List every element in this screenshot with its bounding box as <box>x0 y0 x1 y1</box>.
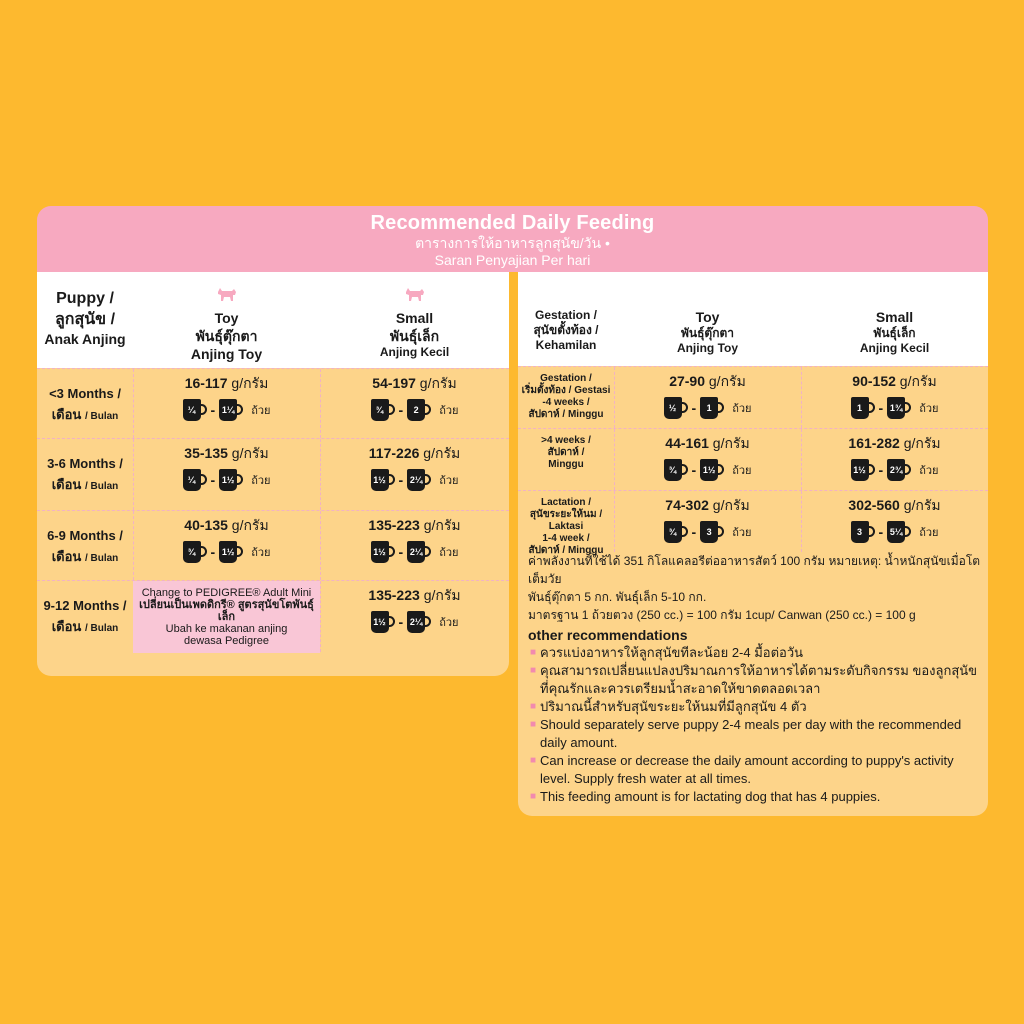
header-puppy: Puppy / ลูกสุนัข / Anak Anjing <box>44 290 126 347</box>
toy-cell <box>133 439 320 491</box>
header-toy: Toy พันธุ์ตุ๊กตา Anjing Toy <box>133 272 320 363</box>
cup-amount: ¾ - 2 ถ้วย <box>320 399 509 421</box>
cup-icon: ¾ <box>664 459 688 481</box>
header-toy: Toy พันธุ์ตุ๊กตา Anjing Toy <box>676 309 739 355</box>
cup-icon: 1¼ <box>219 399 243 421</box>
cup-icon: ¼ <box>183 399 207 421</box>
grams-value: 74-302 g/กรัม <box>665 497 750 513</box>
cup-amount: ¼ - 1¼ ถ้วย <box>133 399 320 421</box>
chart-header <box>37 206 988 272</box>
recommendation-item: ■ This feeding amount is for lactating dog that has 4 puppies. <box>530 789 881 804</box>
grams-value: 117-226 g/กรัม <box>368 445 461 461</box>
dog-icon <box>403 286 427 302</box>
cup-amount: ¼ - 1½ ถ้วย <box>133 469 320 491</box>
header-small: Small พันธุ์เล็ก Anjing Kecil <box>320 272 509 360</box>
cup-icon: 1¾ <box>887 397 911 419</box>
cup-icon: 1½ <box>371 469 395 491</box>
other-recommendations-title: other recommendations <box>528 627 688 643</box>
page-title: Recommended Daily Feeding <box>370 212 655 234</box>
stage-label: Lactation / สุนัขระยะให้นม / Laktasi 1-4 week / สัปดาห์ / Minggu <box>528 497 604 556</box>
cup-icon: 1 <box>700 397 724 419</box>
table-row <box>37 580 509 652</box>
age-label: <3 Months / เดือน / Bulan <box>49 386 121 422</box>
cup-icon: 1½ <box>371 541 395 563</box>
cup-amount: 1½ - 2¼ ถ้วย <box>320 469 509 491</box>
cup-icon: 1½ <box>371 611 395 633</box>
feeding-notes <box>528 552 983 806</box>
toy-cell <box>133 511 320 563</box>
cup-icon: 1½ <box>851 459 875 481</box>
grams-value: 54-197 g/กรัม <box>372 375 457 391</box>
age-label: 3-6 Months / เดือน / Bulan <box>47 456 123 492</box>
table-row <box>37 510 509 580</box>
cup-icon: ¾ <box>371 399 395 421</box>
recommendation-item: ■ ปริมาณนี้สำหรับสุนัขระยะให้นมที่มีลูกสุนัข 4 ตัว <box>530 699 807 714</box>
grams-value: 44-161 g/กรัม <box>665 435 750 451</box>
recommendation-item: ■ ควรแบ่งอาหารให้ลูกสุนัขทีละน้อย 2-4 มื้อต่อวัน <box>530 645 804 660</box>
header-small: Small พันธุ์เล็ก Anjing Kecil <box>859 309 930 355</box>
table-row <box>37 368 509 438</box>
cup-icon: 2¼ <box>407 611 431 633</box>
cup-icon: 2¼ <box>407 541 431 563</box>
cup-icon: ¼ <box>183 469 207 491</box>
cup-amount: ¾ - 1½ ถ้วย <box>614 459 801 481</box>
age-label: 6-9 Months / เดือน / Bulan <box>47 528 123 564</box>
stage-label: >4 weeks / สัปดาห์ / Minggu <box>541 435 591 470</box>
grams-value: 135-223 g/กรัม <box>368 517 461 533</box>
cup-icon: 1½ <box>700 459 724 481</box>
bullet-icon: ■ <box>530 719 537 730</box>
cup-amount: 1½ - 2¾ ถ้วย <box>801 459 988 481</box>
cup-amount: 1 - 1¾ ถ้วย <box>801 397 988 419</box>
bullet-icon: ■ <box>530 647 537 658</box>
small-cell <box>801 429 988 481</box>
cup-icon: 2¼ <box>407 469 431 491</box>
grams-value: 27-90 g/กรัม <box>669 373 746 389</box>
small-cell <box>320 369 509 421</box>
table-row <box>518 428 988 490</box>
puppy-feeding-table <box>37 272 509 676</box>
toy-cell <box>614 491 801 543</box>
energy-note-2: พันธุ์ตุ๊กตา 5 กก. พันธุ์เล็ก 5-10 กก. <box>528 590 707 604</box>
grams-value: 90-152 g/กรัม <box>852 373 937 389</box>
grams-value: 35-135 g/กรัม <box>184 445 269 461</box>
small-cell <box>801 367 988 419</box>
cup-icon: 1½ <box>219 469 243 491</box>
table-row <box>518 366 988 428</box>
subtitle-thai: ตารางการให้อาหารลูกสุนัข/วัน • <box>415 235 610 251</box>
bullet-icon: ■ <box>530 701 537 712</box>
grams-value: 135-223 g/กรัม <box>368 587 461 603</box>
header-gestation: Gestation / สุนัขตั้งท้อง / Kehamilan <box>533 308 599 352</box>
cup-amount: 3 - 5¼ ถ้วย <box>801 521 988 543</box>
cup-icon: 5¼ <box>887 521 911 543</box>
small-cell <box>320 439 509 491</box>
toy-cell <box>614 429 801 481</box>
recommendation-item: ■ Should separately serve puppy 2-4 meals per day with the recommended daily amount. <box>530 717 962 750</box>
bullet-icon: ■ <box>530 755 537 766</box>
table-row <box>518 490 988 556</box>
grams-value: 302-560 g/กรัม <box>848 497 941 513</box>
table-row <box>37 438 509 510</box>
small-cell <box>320 511 509 563</box>
cup-icon: ½ <box>664 397 688 419</box>
toy-cell <box>614 367 801 419</box>
cup-amount: 1½ - 2¼ ถ้วย <box>320 541 509 563</box>
age-label: 9-12 Months / เดือน / Bulan <box>43 598 127 634</box>
cup-icon: 2¾ <box>887 459 911 481</box>
cup-amount: ¾ - 1½ ถ้วย <box>133 541 320 563</box>
dog-icon <box>215 286 239 302</box>
cup-icon: 1½ <box>219 541 243 563</box>
bullet-icon: ■ <box>530 665 537 676</box>
cup-icon: 3 <box>700 521 724 543</box>
cup-amount: ¾ - 3 ถ้วย <box>614 521 801 543</box>
grams-value: 161-282 g/กรัม <box>848 435 941 451</box>
stage-label: Gestation / เริ่มตั้งท้อง / Gestasi -4 weeks / สัปดาห์ / Minggu <box>521 373 611 420</box>
gestation-table-header <box>518 272 988 366</box>
cup-icon: 1 <box>851 397 875 419</box>
small-cell <box>320 581 509 633</box>
cup-amount: 1½ - 2¼ ถ้วย <box>320 611 509 633</box>
cup-icon: ¾ <box>183 541 207 563</box>
recommendation-item: ■ Can increase or decrease the daily amount according to puppy's activity level. Supply fresh water at all times. <box>530 753 954 786</box>
puppy-table-header <box>37 272 509 368</box>
change-food-note: Change to PEDIGREE® Adult Mini เปลี่ยนเป็นเพดดิกรี® สูตรสุนัขโตพันธุ์เล็ก Ubah ke makanan anjing dewasa Pedigree <box>133 581 320 653</box>
cup-icon: ¾ <box>664 521 688 543</box>
grams-value: 16-117 g/กรัม <box>184 375 269 391</box>
subtitle-indonesian: Saran Penyajian Per hari <box>434 252 591 268</box>
grams-value: 40-135 g/กรัม <box>184 517 269 533</box>
energy-note-1: ค่าพลังงานที่ใช้ได้ 351 กิโลแคลอรีต่ออาหารสัตว์ 100 กรัม หมายเหตุ: น้ำหนักสุนัขเมื่อโตเต็มวัย <box>528 554 981 586</box>
toy-cell <box>133 369 320 421</box>
energy-note-3: มาตรฐาน 1 ถ้วยตวง (250 cc.) = 100 กรัม 1cup/ Canwan (250 cc.) = 100 g <box>528 608 916 622</box>
cup-icon: 3 <box>851 521 875 543</box>
small-cell <box>801 491 988 543</box>
cup-amount: ½ - 1 ถ้วย <box>614 397 801 419</box>
recommendation-item: ■ คุณสามารถเปลี่ยนแปลงปริมาณการให้อาหารได้ตามระดับกิจกรรม ของลูกสุนัขที่คุณรักและควรเตรียมน้ำสะอาดให้ขาดตลอดเวลา <box>530 663 978 696</box>
gestation-feeding-table <box>518 272 988 816</box>
cup-icon: 2 <box>407 399 431 421</box>
bullet-icon: ■ <box>530 791 537 802</box>
